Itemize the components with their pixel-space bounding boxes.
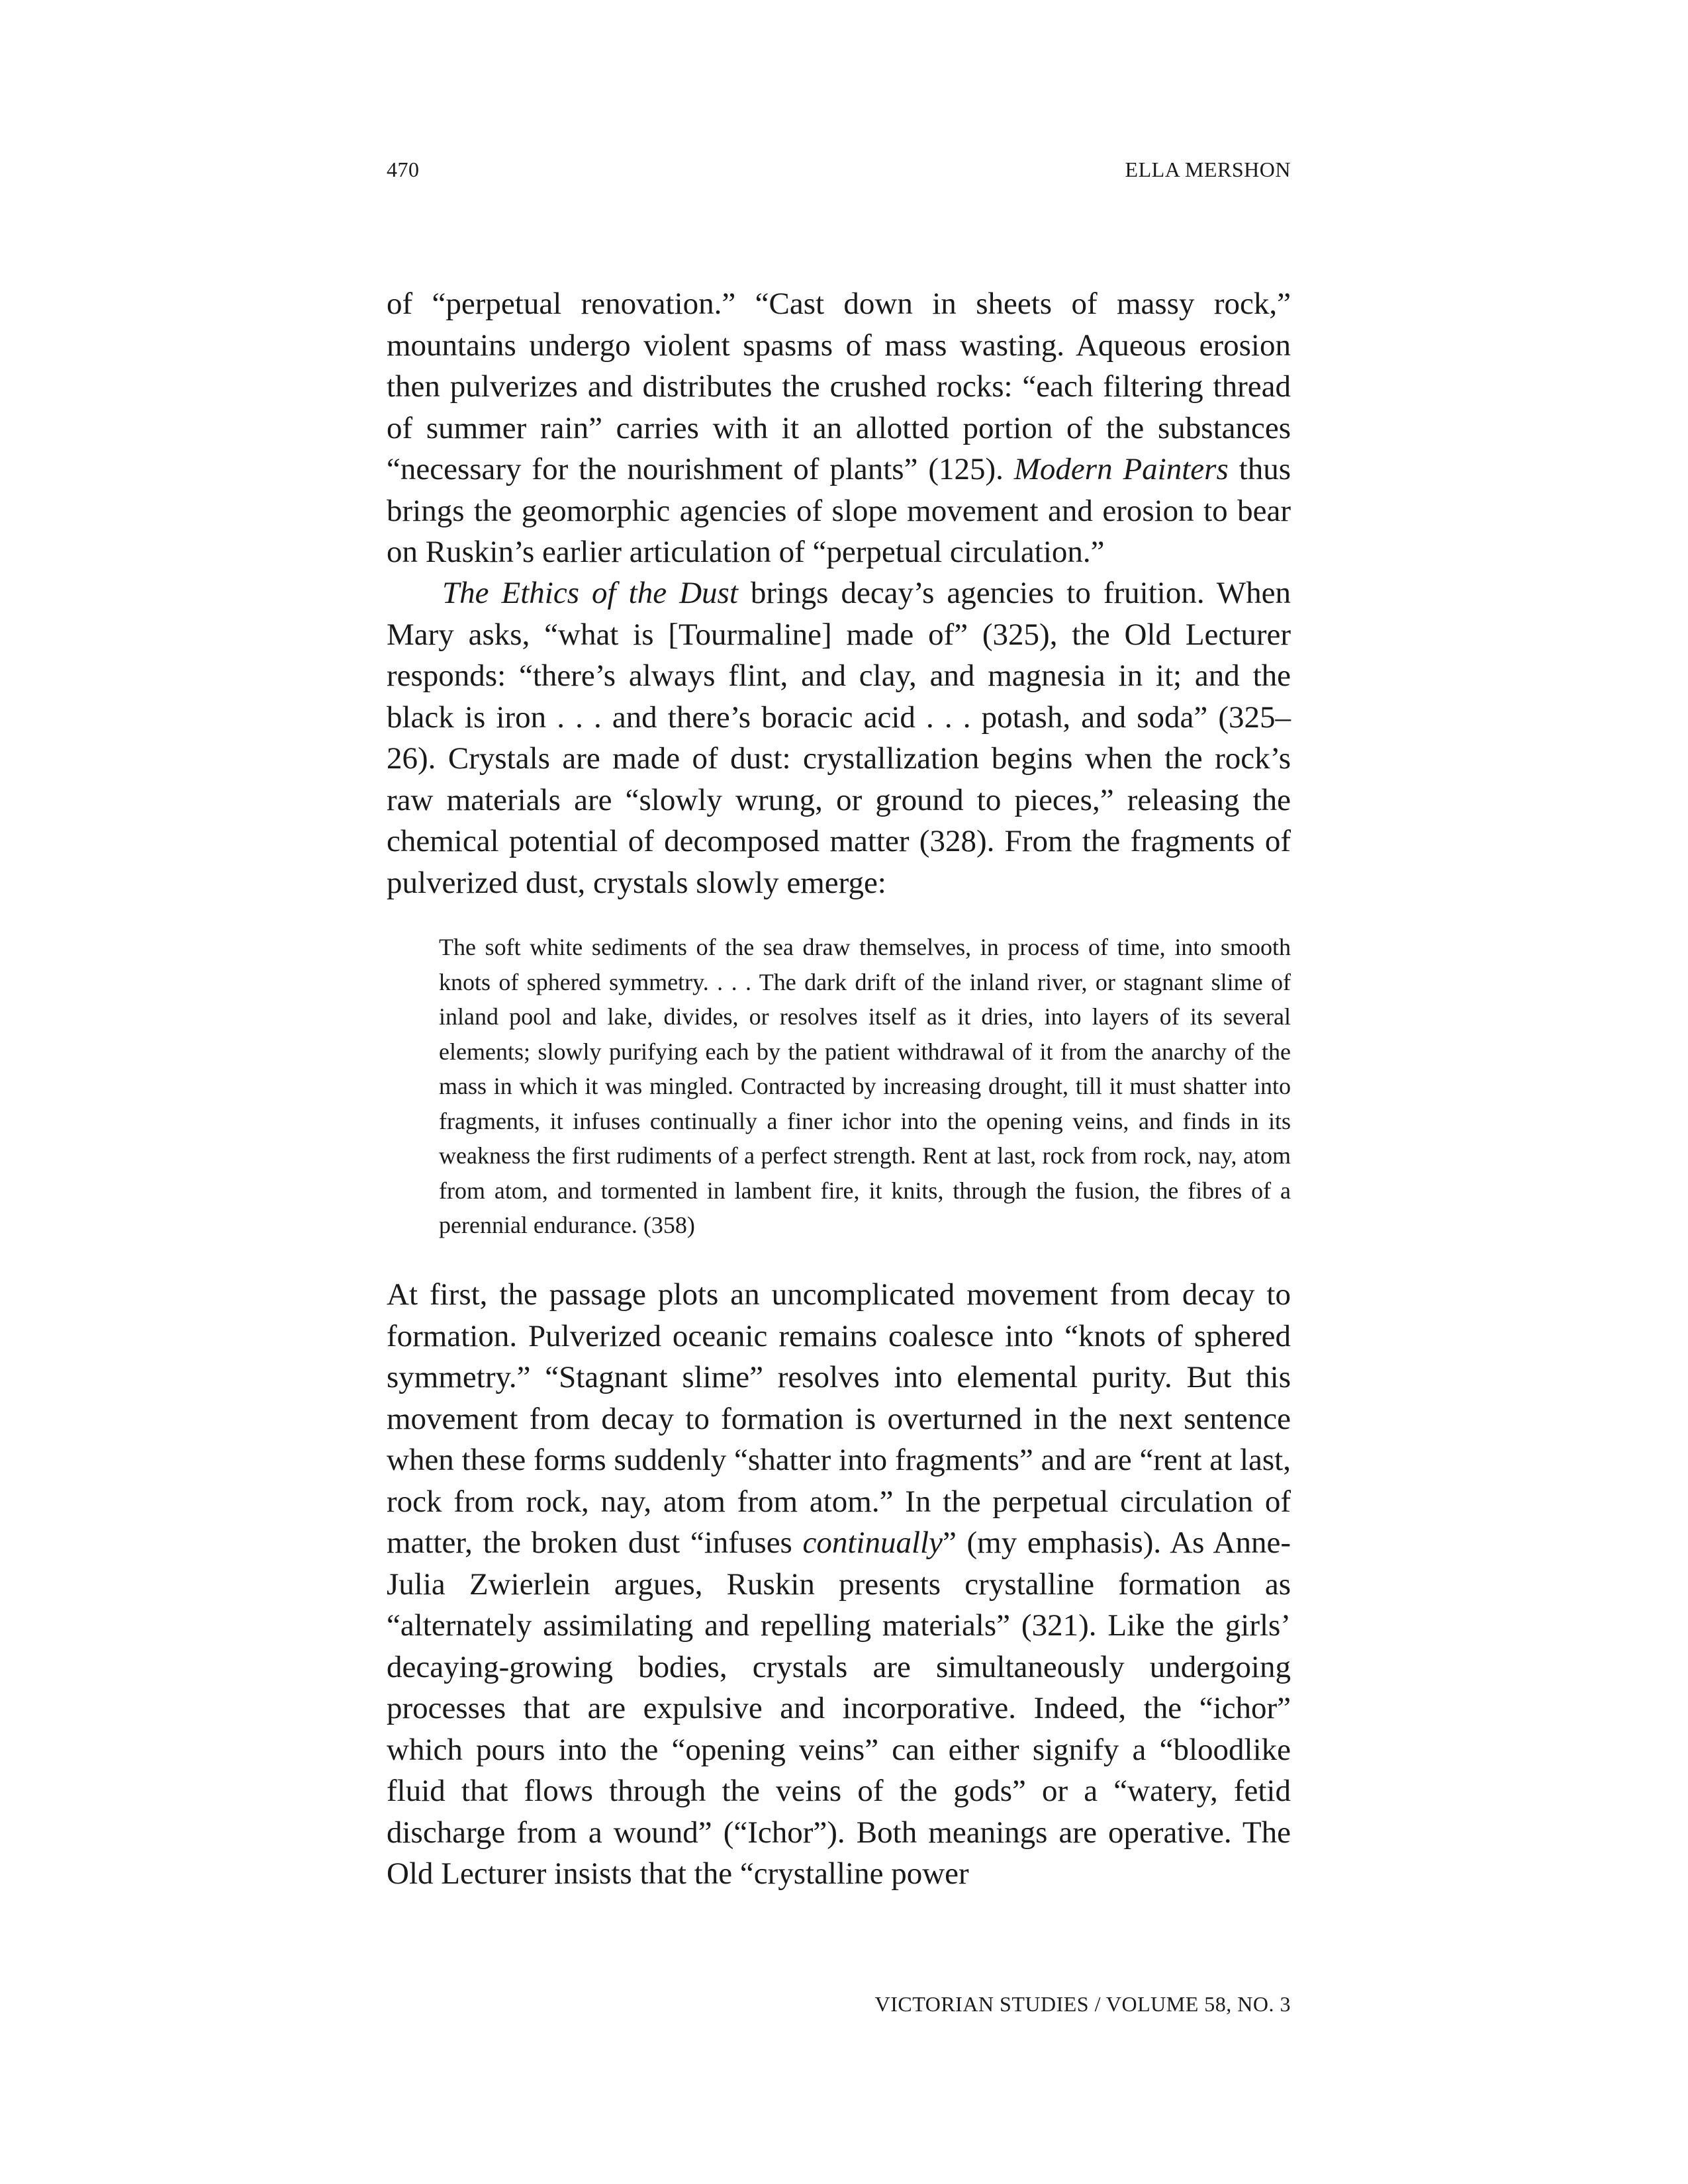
paragraph-text: brings decay’s agencies to fruition. When Mary asks, “what is [Tourmaline] made of” (325), the Old Lecturer responds: “there’s always flint, and clay, and magnesia in it; and the black is iron . . . and there’s boracic acid . . . potash, and soda” (325–26). Crystals are made of dust: crystallization begins when the rock’s raw materials are “slowly wrung, or ground to pieces,” releasing the chemical potential of decomposed matter (328). From the fragments of pulverized dust, crystals slowly emerge: xyxy=(387,576,1291,900)
paragraph-text: At first, the passage plots an uncomplicated movement from decay to formation. Pulverized oceanic remains coalesce into “knots of sphered symmetry.” “Stagnant slime” resolves into elemental purity. But this movement from decay to formation is overturned in the next sentence when these forms suddenly “shatter into fragments” and are “rent at last, rock from rock, nay, atom from atom.” In the perpetual circulation of matter, the broken dust “infuses xyxy=(387,1277,1291,1560)
running-head xyxy=(387,158,1291,184)
italic-title-ethics-of-the-dust: The Ethics of the Dust xyxy=(442,576,738,610)
italic-emphasis-continually: continually xyxy=(802,1525,943,1560)
italic-title-modern-painters: Modern Painters xyxy=(1013,452,1229,486)
paragraph-text: thus brings the geomorphic agencies of slope movement and erosion to bear on Ruskin’s earlier articulation of “perpetual circulation.” xyxy=(387,452,1291,569)
body-paragraph-3 xyxy=(387,1274,1291,1895)
body-paragraph-1 xyxy=(387,283,1291,573)
body-paragraph-2 xyxy=(387,572,1291,903)
page-number: 470 xyxy=(387,158,420,181)
paragraph-text: ” (my emphasis). As Anne-Julia Zwierlein argues, Ruskin presents crystalline formation as “alternately assimilating and repelling materials” (321). Like the girls’ decaying-growing bodies, crystals are simultaneously undergoing processes that are expulsive and incorporative. Indeed, the “ichor” which pours into the “opening veins” can either signify a “bloodlike fluid that flows through the veins of the gods” or a “watery, fetid discharge from a wound” (“Ichor”). Both meanings are operative. The Old Lecturer insists that the “crystalline power xyxy=(387,1525,1291,1891)
paragraph-text: of “perpetual renovation.” “Cast down in sheets of massy rock,” mountains undergo violent spasms of mass wasting. Aqueous erosion then pulverizes and distributes the crushed rocks: “each filtering thread of summer rain” carries with it an allotted portion of the substances “necessary for the nourishment of plants” (125). xyxy=(387,287,1291,486)
running-head-author: ELLA MERSHON xyxy=(1125,158,1291,181)
journal-footer: VICTORIAN STUDIES / VOLUME 58, NO. 3 xyxy=(874,1992,1291,2016)
block-quote: The soft white sediments of the sea draw themselves, in process of time, into smooth knots of sphered symmetry. . . . The dark drift of the inland river, or stagnant slime of inland pool and lake, divides, or resolves itself as it dries, into layers of its several elements; slowly purifying each by the patient withdrawal of it from the anarchy of the mass in which it was mingled. Contracted by increasing drought, till it must shatter into fragments, it infuses continually a finer ichor into the opening veins, and finds in its weakness the first rudiments of a perfect strength. Rent at last, rock from rock, nay, atom from atom, and tormented in lambent fire, it knits, through the fusion, the fibres of a perennial endurance. (358) xyxy=(439,934,1291,1238)
